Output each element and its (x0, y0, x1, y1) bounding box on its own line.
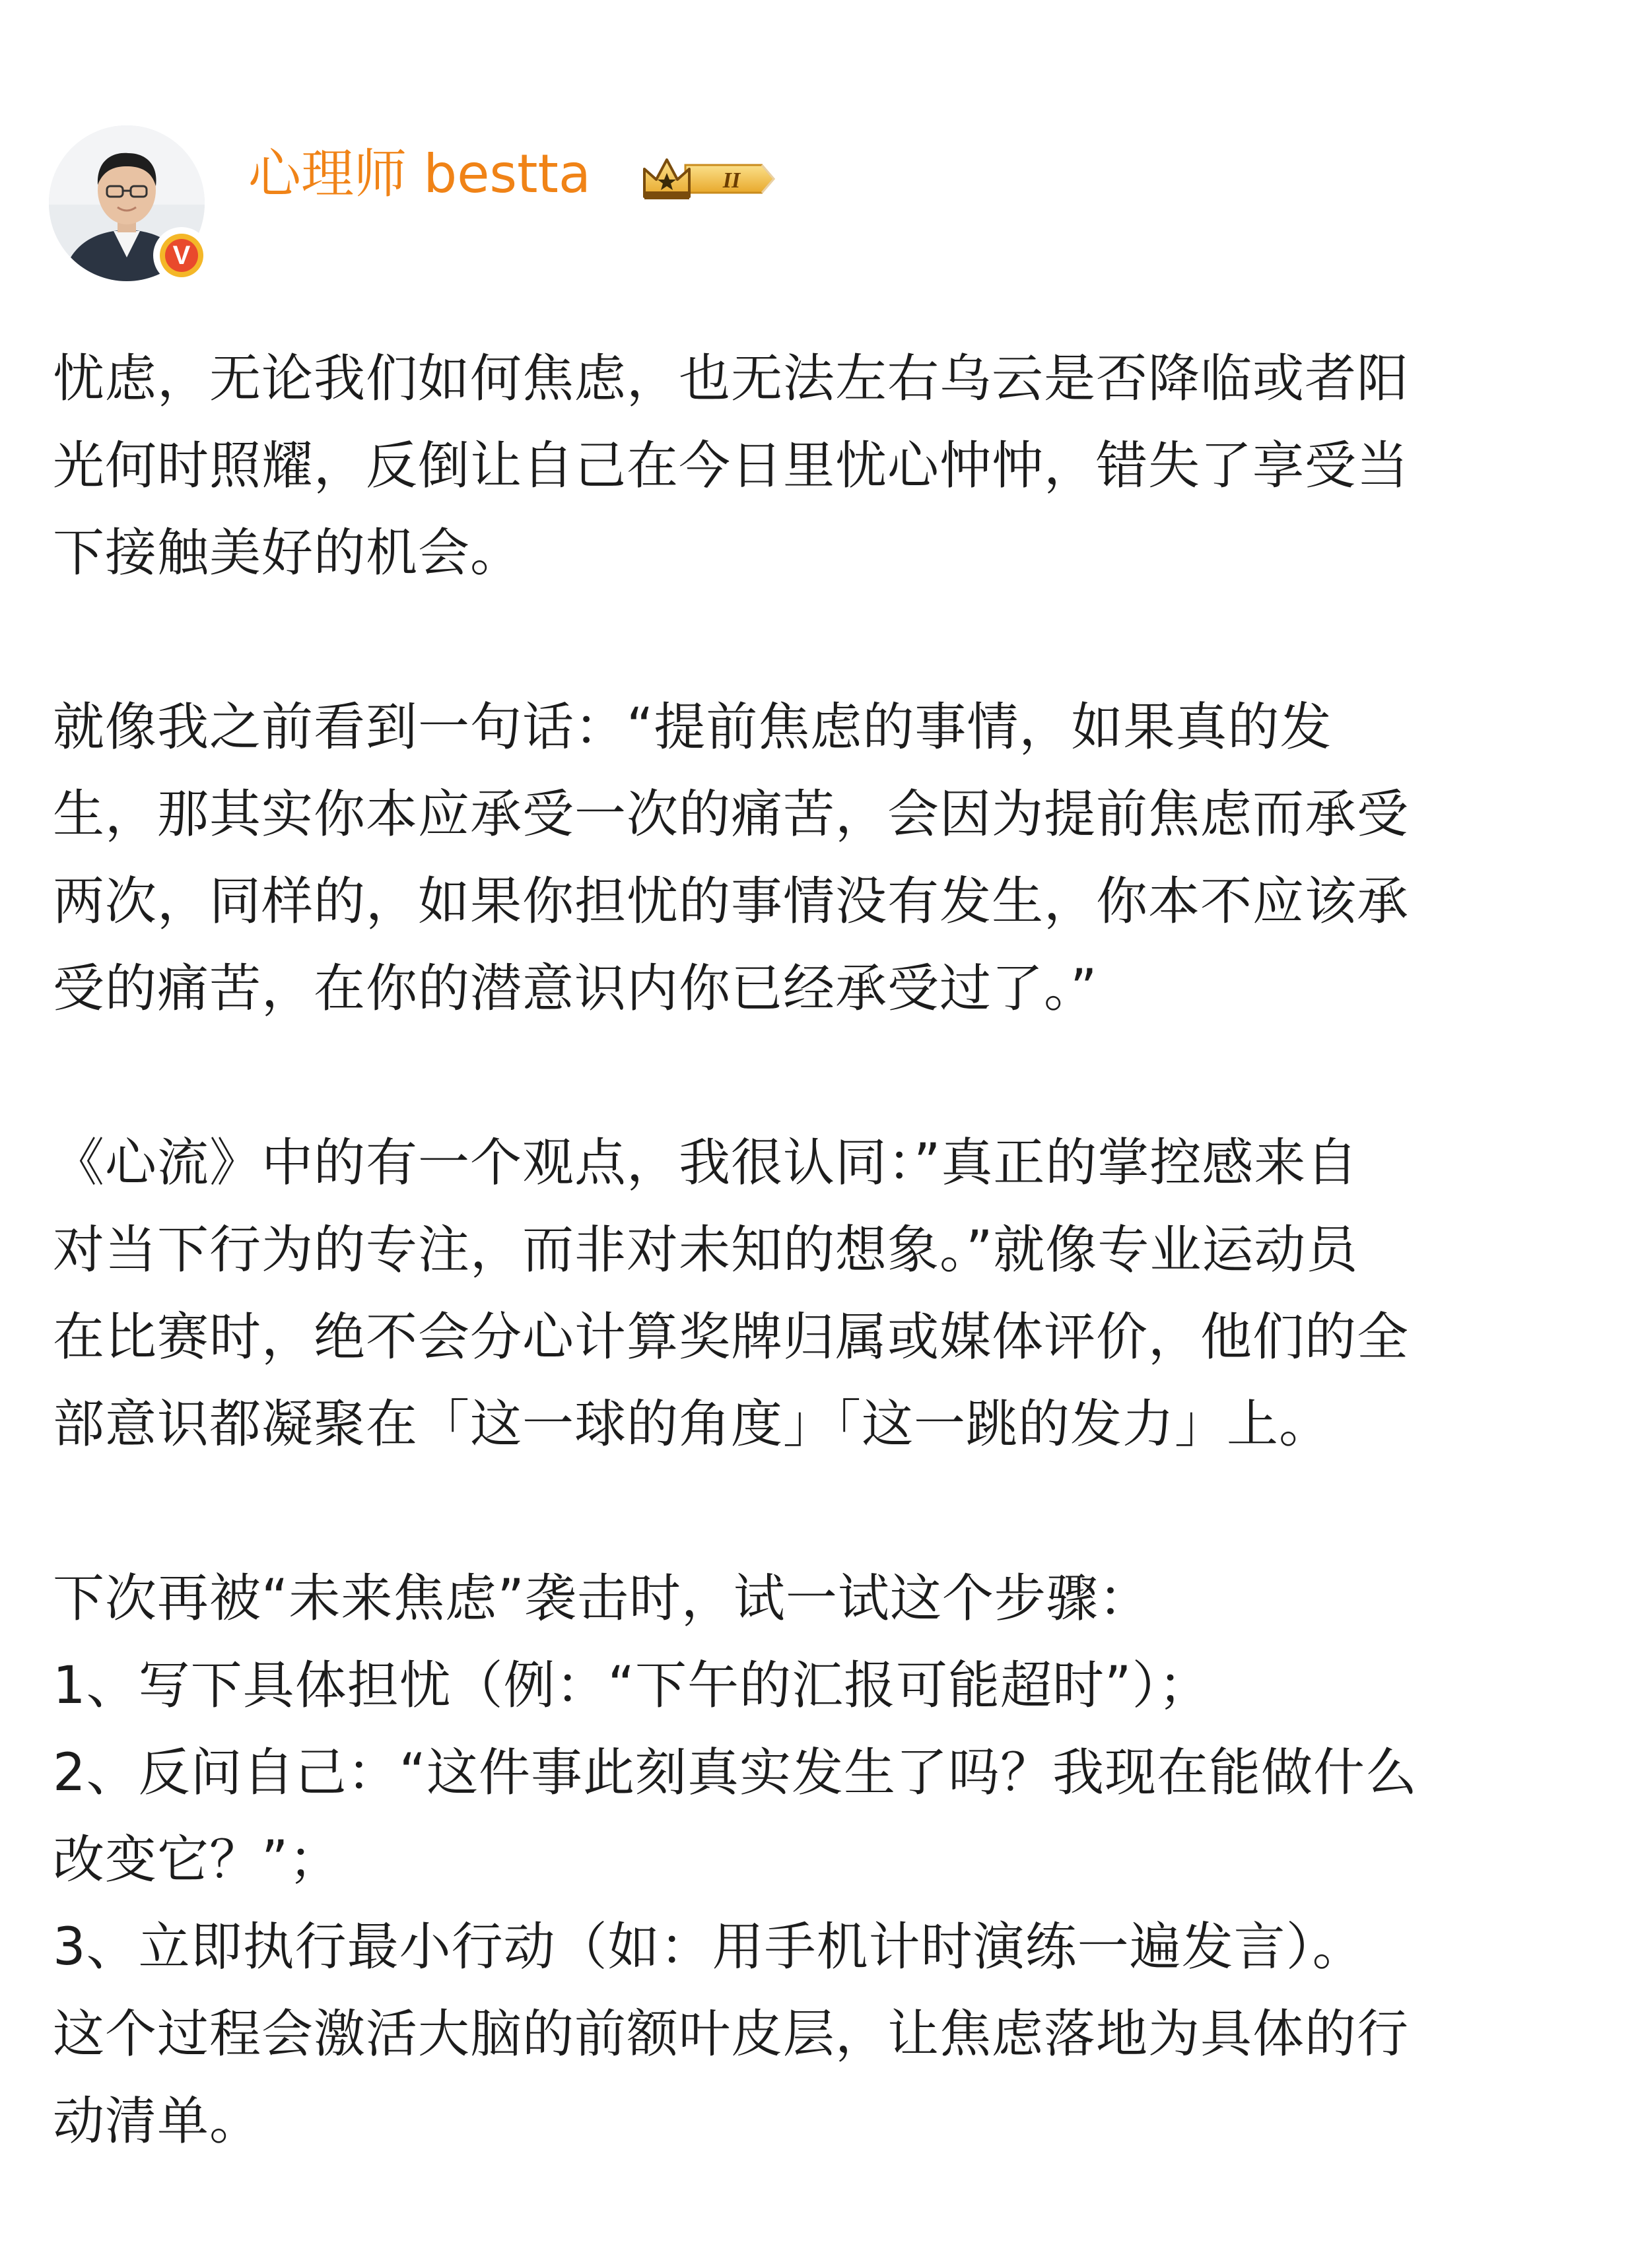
text-line: 对当下行为的专注，而非对未知的想象。”就像专业运动员 (53, 1220, 1359, 1280)
text-line: 下接触美好的机会。 (53, 523, 523, 583)
text-line: 在比赛时，绝不会分心计算奖牌归属或媒体评价，他们的全 (53, 1308, 1410, 1367)
text-line: 1、写下具体担忧（例：“下午的汇报可能超时”）； (53, 1656, 1211, 1716)
text-line: 部意识都凝聚在「这一球的角度」「这一跳的发力」上。 (53, 1395, 1332, 1454)
text-line: 生，那其实你本应承受一次的痛苦，会因为提前焦虑而承受 (53, 785, 1410, 844)
paragraph-spacer (53, 1032, 1591, 1119)
text-line: 就像我之前看到一句话：“提前焦虑的事情，如果真的发 (53, 698, 1332, 757)
post-body (53, 335, 1591, 2165)
text-line: 忧虑，无论我们如何焦虑，也无法左右乌云是否降临或者阳 (53, 349, 1410, 409)
post-paragraph (53, 1555, 1591, 2165)
text-line: 光何时照耀，反倒让自己在今日里忧心忡忡，错失了享受当 (53, 436, 1410, 496)
post-header (49, 125, 1567, 284)
text-line: 2、反问自己：“这件事此刻真实发生了吗？我现在能做什么 (53, 1743, 1418, 1803)
paragraph-spacer (53, 1468, 1591, 1555)
post-paragraph (53, 335, 1591, 597)
text-line: 两次，同样的，如果你担忧的事情没有发生，你本不应该承 (53, 872, 1410, 931)
author-name[interactable]: 心理师 bestta (248, 143, 591, 205)
text-line: 《心流》中的有一个观点，我很认同：”真正的掌控感来自 (53, 1133, 1359, 1193)
text-line: 这个过程会激活大脑的前额叶皮层，让焦虑落地为具体的行 (53, 2005, 1410, 2064)
verified-ring (160, 234, 203, 277)
vip-level-label: II (722, 168, 741, 193)
text-line: 3、立即执行最小行动（如：用手机计时演练一遍发言）。 (53, 1918, 1365, 1977)
post-paragraph (53, 684, 1591, 1032)
text-line: 下次再被“未来焦虑”袭击时，试一试这个步骤： (53, 1569, 1151, 1628)
post-paragraph (53, 1119, 1591, 1468)
text-line: 改变它？”； (53, 1830, 341, 1890)
text-line: 受的痛苦，在你的潜意识内你已经承受过了。” (53, 959, 1098, 1018)
verified-mark: V (165, 239, 198, 272)
verified-v-icon (153, 227, 210, 284)
paragraph-spacer (53, 597, 1591, 684)
text-line: 动清单。 (53, 2092, 262, 2151)
crown-level-icon[interactable] (639, 150, 782, 207)
